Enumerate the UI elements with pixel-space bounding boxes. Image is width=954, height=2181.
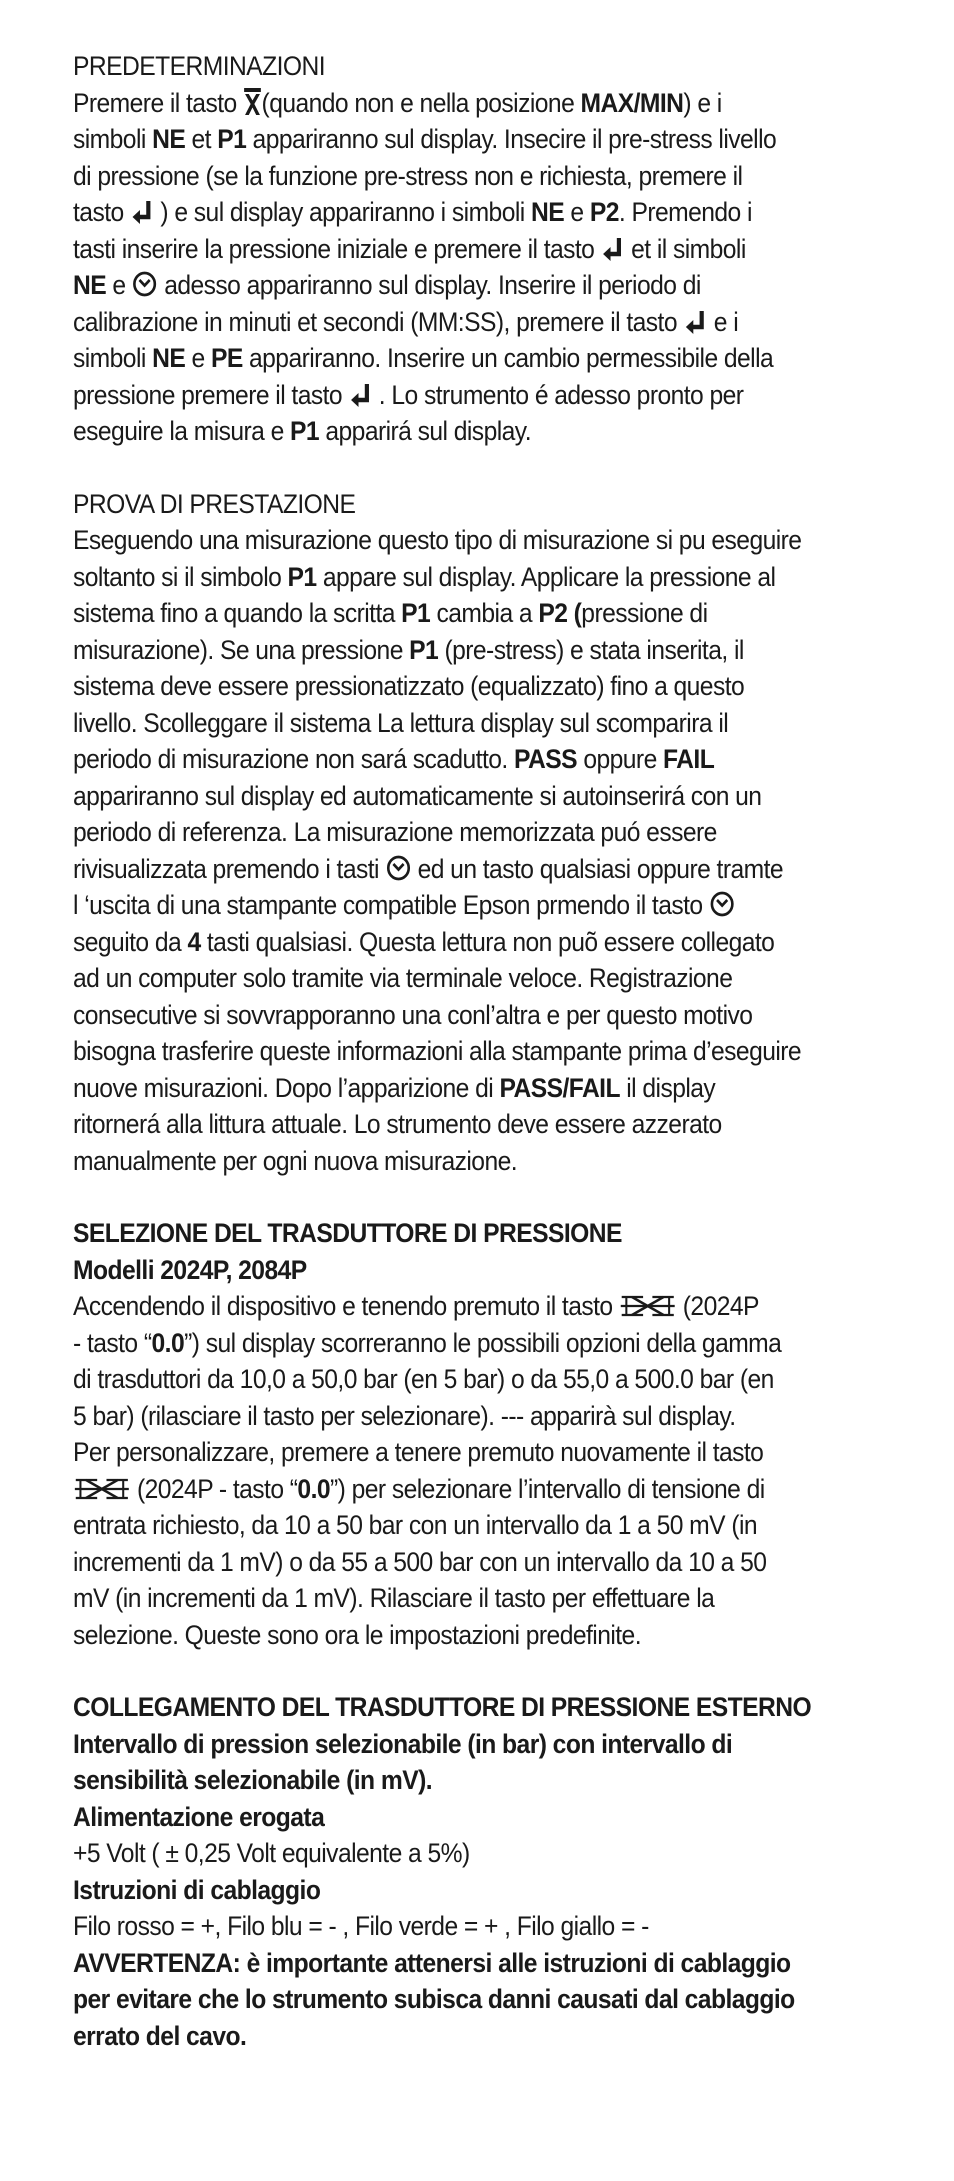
text-line <box>73 887 854 924</box>
text-run: consecutive si sovvrapporanno una conl’altra e per questo motivo <box>73 999 753 1030</box>
section-collegamento-trasduttore <box>73 1689 913 2054</box>
bold-text: PASS/FAIL <box>499 1072 620 1103</box>
text-line <box>73 1143 854 1180</box>
text-line <box>73 851 854 888</box>
text-run: apparirá sul display. <box>319 416 532 446</box>
enter-key-icon <box>348 382 372 408</box>
text-line <box>73 340 854 377</box>
text-run: Filo rosso = +, Filo blu = - , Filo verde = + , Filo giallo = - <box>73 1911 649 1941</box>
text-run: appariranno sul display. Insecire il pre-stress livello <box>246 124 777 154</box>
text-run: pressione premere il tasto <box>73 379 349 410</box>
text-run: ) e i <box>683 87 722 118</box>
enter-key-icon <box>130 199 154 225</box>
bold-text: errato del cavo. <box>73 2020 247 2051</box>
bold-text: sensibilità selezionabile (in mV). <box>73 1765 433 1795</box>
text-run: ad un computer solo tramite via terminale veloce. Registrazione <box>73 963 733 993</box>
text-line <box>73 121 854 158</box>
text-run: (pre-stress) e stata inserita, il <box>438 634 744 665</box>
text-run: (2024P - tasto “ <box>130 1473 298 1504</box>
enter-key-icon <box>601 236 625 262</box>
bold-text: P1 <box>409 634 439 665</box>
text-run: eseguire la misura e <box>73 416 291 446</box>
text-run: calibrazione in minuti et secondi (MM:SS), premere il tasto <box>73 306 684 337</box>
text-run: PREDETERMINAZIONI <box>73 51 326 81</box>
text-run: e i <box>707 306 739 337</box>
text-line <box>73 595 854 632</box>
text-line <box>73 960 854 997</box>
text-run: appare sul display. Applicare la pressione al <box>316 561 776 592</box>
text-line <box>73 85 854 122</box>
text-line <box>73 1799 854 1836</box>
text-run: misurazione). Se una pressione <box>73 634 410 665</box>
text-line <box>73 778 854 815</box>
text-line <box>73 377 854 414</box>
text-run: ”) sul display scorreranno le possibili opzioni della gamma <box>184 1327 782 1358</box>
bold-text: PE <box>210 343 243 373</box>
text-line <box>73 1070 854 1107</box>
bold-text: P2 <box>589 197 619 227</box>
text-line <box>73 267 854 304</box>
text-run: tasto <box>73 197 130 227</box>
bold-text: NE <box>530 197 565 227</box>
bold-text: P1 <box>290 416 320 446</box>
bold-text: FAIL <box>663 744 715 774</box>
text-run: nuove misurazioni. Dopo l’apparizione di <box>73 1072 500 1103</box>
text-run: Premere il tasto <box>73 87 243 118</box>
text-line <box>73 1471 854 1508</box>
text-run: et <box>185 124 218 154</box>
text-line <box>73 1908 854 1945</box>
bold-text: SELEZIONE DEL TRASDUTTORE DI PRESSIONE <box>73 1218 622 1248</box>
text-line <box>73 304 854 341</box>
text-run: et il simboli <box>624 233 746 264</box>
text-run: (2024P <box>676 1291 759 1321</box>
text-run: simboli <box>73 343 153 373</box>
bold-text: 4 <box>187 926 201 957</box>
text-line <box>73 1398 854 1435</box>
text-run: mV (in incrementi da 1 mV). Rilasciare il tasto per effettuare la <box>73 1583 715 1613</box>
text-run: oppure <box>577 744 664 774</box>
text-run: (quando non e nella posizione <box>261 87 581 118</box>
bold-text: 0.0 <box>151 1327 185 1358</box>
bold-text: Intervallo di pression selezionabile (in bar) con intervallo di <box>73 1728 733 1759</box>
text-run: bisogna trasferire queste informazioni alla stampante prima d’eseguire <box>73 1036 802 1066</box>
text-run: ”) per selezionare l’intervallo di tensione di <box>330 1473 765 1504</box>
text-run: seguito da <box>73 926 188 957</box>
text-run: soltanto si il simbolo <box>73 561 288 592</box>
text-line <box>73 1580 854 1617</box>
text-line <box>73 924 854 961</box>
text-run: simboli <box>73 124 153 154</box>
text-line <box>73 158 854 195</box>
zero-key-icon <box>73 1476 131 1502</box>
text-line <box>73 1106 854 1143</box>
text-line <box>73 48 854 85</box>
text-line <box>73 632 854 669</box>
text-run: cambia a <box>430 598 539 628</box>
bold-text: Alimentazione erogata <box>73 1801 325 1832</box>
text-run: periodo di misurazione non sará scadutto. <box>73 744 514 774</box>
text-run: l ‘uscita di una stampante compatible Epson prmendo il tasto <box>73 890 709 920</box>
text-run: di trasduttori da 10,0 a 50,0 bar (en 5 bar) o da 55,0 a 500.0 bar (en <box>73 1364 774 1394</box>
text-run: appariranno. Inserire un cambio permessibile della <box>242 343 774 373</box>
text-line <box>73 1288 854 1325</box>
text-run: sistema fino a quando la scritta <box>73 598 402 628</box>
text-run: . Premendo i <box>618 197 752 227</box>
section-selezione-trasduttore <box>73 1215 913 1653</box>
text-line <box>73 1689 854 1726</box>
bold-text: 0.0 <box>297 1473 331 1504</box>
text-run: e <box>106 270 132 300</box>
text-run: ) e sul display appariranno i simboli <box>154 197 531 227</box>
text-line <box>73 231 854 268</box>
text-run: adesso appariranno sul display. Inserire il periodo di <box>157 270 701 300</box>
enter-key-icon <box>683 309 707 335</box>
text-line <box>73 559 854 596</box>
text-run: tasti inserire la pressione iniziale e premere il tasto <box>73 233 601 264</box>
text-line <box>73 1835 854 1872</box>
text-run: tasti qualsiasi. Questa lettura non puõ essere collegato <box>200 926 775 957</box>
text-run: di pressione (se la funzione pre-stress non e richiesta, premere il <box>73 160 743 191</box>
bold-text: MAX/MIN <box>580 87 684 118</box>
clock-key-icon <box>709 890 735 918</box>
text-line <box>73 1617 854 1654</box>
manual-page <box>73 48 913 2054</box>
clock-key-icon <box>132 270 158 298</box>
clock-key-icon <box>385 854 411 882</box>
text-run: periodo di referenza. La misurazione memorizzata puó essere <box>73 817 717 847</box>
bold-text: per evitare che lo strumento subisca danni causati dal cablaggio <box>73 1984 795 2014</box>
bold-text: Modelli 2024P, 2084P <box>73 1254 307 1285</box>
text-run: livello. Scolleggare il sistema La lettura display sul scomparira il <box>73 707 729 738</box>
text-line <box>73 522 854 559</box>
text-run: e <box>564 197 590 227</box>
text-line <box>73 413 854 450</box>
text-run: sistema deve essere pressionatizzato (equalizzato) fino a questo <box>73 671 745 701</box>
text-run: . Lo strumento é adesso pronto per <box>372 379 744 410</box>
text-run: manualmente per ogni nuova misurazione. <box>73 1145 518 1176</box>
bold-text: COLLEGAMENTO DEL TRASDUTTORE DI PRESSIONE ESTERNO <box>73 1692 812 1722</box>
text-line <box>73 1252 854 1289</box>
bold-text: P2 ( <box>538 598 582 628</box>
text-line <box>73 1325 854 1362</box>
bold-text: NE <box>152 124 186 154</box>
text-run: Eseguendo una misurazione questo tipo di misurazione si pu eseguire <box>73 525 802 555</box>
text-run: entrata richiesto, da 10 a 50 bar con un intervallo da 1 a 50 mV (in <box>73 1510 758 1540</box>
text-line <box>73 1033 854 1070</box>
text-run: incrementi da 1 mV) o da 55 a 500 bar con un intervallo da 10 a 50 <box>73 1546 767 1577</box>
text-line <box>73 814 854 851</box>
bold-text: P1 <box>217 124 247 154</box>
text-line <box>73 997 854 1034</box>
section-predeterminazioni <box>73 48 913 450</box>
text-line <box>73 1726 854 1763</box>
text-line <box>73 2018 854 2055</box>
text-run: ed un tasto qualsiasi oppure tramte <box>411 853 784 884</box>
text-line <box>73 741 854 778</box>
text-line <box>73 1361 854 1398</box>
text-line <box>73 1981 854 2018</box>
bold-text: NE <box>152 343 186 373</box>
text-line <box>73 1215 854 1252</box>
text-run: +5 Volt ( ± 0,25 Volt equivalente a 5%) <box>73 1838 470 1868</box>
text-run: - tasto “ <box>73 1327 152 1358</box>
text-run: pressione di <box>581 598 708 628</box>
text-line <box>73 1762 854 1799</box>
text-run: 5 bar) (rilasciare il tasto per selezionare). --- apparirà sul display. <box>73 1400 736 1431</box>
text-line <box>73 1544 854 1581</box>
text-line <box>73 1434 854 1471</box>
bold-text: Istruzioni di cablaggio <box>73 1874 321 1905</box>
x-bar-mean-key-icon <box>243 88 262 116</box>
text-run: appariranno sul display ed automaticamente si autoinserirá con un <box>73 780 762 811</box>
bold-text: P1 <box>401 598 431 628</box>
text-line <box>73 1507 854 1544</box>
text-line <box>73 194 854 231</box>
text-run: Per personalizzare, premere a tenere premuto nuovamente il tasto <box>73 1437 764 1467</box>
section-prova-di-prestazione <box>73 486 913 1180</box>
text-line <box>73 486 854 523</box>
text-line <box>73 705 854 742</box>
bold-text: NE <box>73 270 107 300</box>
zero-key-icon <box>619 1293 677 1319</box>
bold-text: P1 <box>287 561 317 592</box>
text-line <box>73 1872 854 1909</box>
text-line <box>73 1945 854 1982</box>
bold-text: AVVERTENZA: è importante attenersi alle istruzioni di cablaggio <box>73 1947 791 1978</box>
text-run: e <box>185 343 211 373</box>
text-run: ritornerá alla littura attuale. Lo strumento deve essere azzerato <box>73 1109 722 1139</box>
text-line <box>73 668 854 705</box>
bold-text: PASS <box>513 744 578 774</box>
text-run: Accendendo il dispositivo e tenendo premuto il tasto <box>73 1291 619 1321</box>
text-run: rivisualizzata premendo i tasti <box>73 853 386 884</box>
text-run: PROVA DI PRESTAZIONE <box>73 488 356 519</box>
text-run: selezione. Queste sono ora le impostazioni predefinite. <box>73 1619 641 1650</box>
text-run: il display <box>619 1072 716 1103</box>
